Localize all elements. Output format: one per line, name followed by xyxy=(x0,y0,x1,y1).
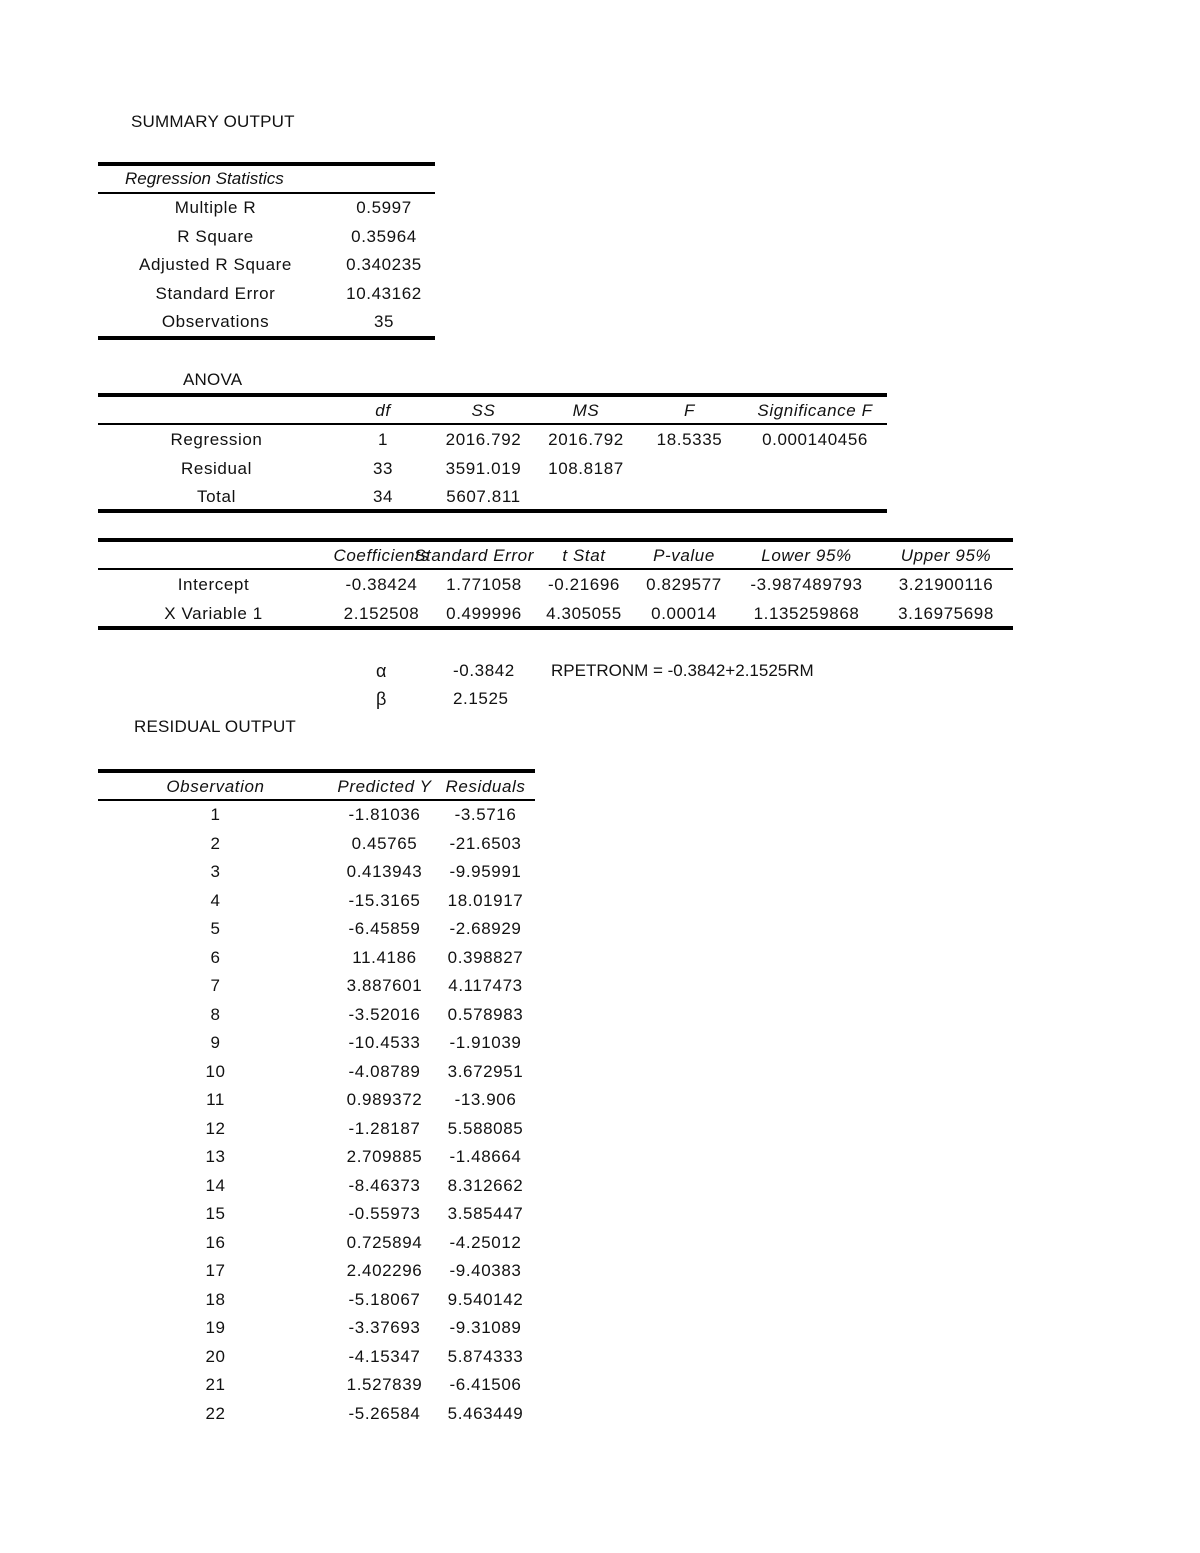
observation-cell: 13 xyxy=(205,1147,226,1167)
alpha-symbol: α xyxy=(376,661,387,681)
observation-cell: 6 xyxy=(210,947,221,967)
table-bottom-rule xyxy=(98,626,1013,630)
observation-cell: 17 xyxy=(205,1261,226,1281)
column-header: F xyxy=(684,401,695,421)
anova-title: ANOVA xyxy=(183,370,243,389)
stat-label: Adjusted R Square xyxy=(139,255,292,275)
standard-error-cell: 1.771058 xyxy=(446,575,522,595)
table-header-row xyxy=(98,397,887,426)
predicted-y-cell: 1.527839 xyxy=(346,1375,423,1395)
column-header: Upper 95% xyxy=(900,546,992,566)
df-cell: 33 xyxy=(372,458,394,478)
stat-value: 35 xyxy=(373,312,395,332)
residual-cell: 3.672951 xyxy=(447,1061,524,1081)
residual-cell: 8.312662 xyxy=(447,1175,524,1195)
regression-equation: RPETRONM = -0.3842+2.1525RM xyxy=(551,661,814,680)
column-header: MS xyxy=(572,401,600,421)
predicted-y-cell: -3.37693 xyxy=(348,1318,421,1338)
predicted-y-cell: 2.402296 xyxy=(346,1261,423,1281)
stat-value: 0.35964 xyxy=(351,226,417,246)
residual-cell: -21.6503 xyxy=(449,833,522,853)
observation-cell: 11 xyxy=(206,1090,225,1110)
standard-error-cell: 0.499996 xyxy=(446,603,522,623)
stat-label: Multiple R xyxy=(174,198,257,218)
table-row xyxy=(98,483,887,512)
residual-cell: -13.906 xyxy=(454,1090,517,1110)
residual-cell: -4.25012 xyxy=(449,1232,522,1252)
residual-cell: -1.48664 xyxy=(449,1147,522,1167)
residual-output-title: RESIDUAL OUTPUT xyxy=(134,717,297,736)
stat-label: R Square xyxy=(177,226,254,246)
f-cell: 18.5335 xyxy=(656,430,723,450)
column-header: Residuals xyxy=(445,777,526,797)
predicted-y-cell: 0.45765 xyxy=(351,833,418,853)
table-row xyxy=(98,308,435,337)
observation-cell: 15 xyxy=(205,1204,226,1224)
table-bottom-rule xyxy=(98,509,887,513)
table-row xyxy=(98,972,535,1001)
observation-cell: 1 xyxy=(210,805,221,825)
residual-cell: -2.68929 xyxy=(449,919,522,939)
table-row xyxy=(98,1400,535,1429)
table-row xyxy=(98,1029,535,1058)
f-cell xyxy=(636,455,743,484)
predicted-y-cell: -5.18067 xyxy=(348,1289,421,1309)
predicted-y-cell: -1.81036 xyxy=(348,805,421,825)
row-label: X Variable 1 xyxy=(164,603,263,623)
beta-symbol: β xyxy=(376,689,387,709)
ms-cell xyxy=(536,483,636,512)
predicted-y-cell: 11.4186 xyxy=(352,947,417,967)
significance-cell: 0.000140456 xyxy=(762,430,868,450)
table-row xyxy=(98,801,535,830)
observation-cell: 16 xyxy=(205,1232,226,1252)
predicted-y-cell: -1.28187 xyxy=(348,1118,421,1138)
table-row xyxy=(98,455,887,484)
table-row xyxy=(98,1172,535,1201)
table-row xyxy=(98,1200,535,1229)
table-row xyxy=(98,1115,535,1144)
observation-cell: 14 xyxy=(205,1175,226,1195)
predicted-y-cell: -0.55973 xyxy=(348,1204,421,1224)
table-row xyxy=(98,858,535,887)
residual-cell: 3.585447 xyxy=(447,1204,524,1224)
table-row xyxy=(98,830,535,859)
table-row xyxy=(98,571,1013,600)
table-header-rule xyxy=(98,568,1013,570)
f-cell xyxy=(636,483,743,512)
predicted-y-cell: 0.725894 xyxy=(346,1232,423,1252)
predicted-y-cell: -4.15347 xyxy=(348,1346,421,1366)
observation-cell: 4 xyxy=(210,890,221,910)
summary-title: SUMMARY OUTPUT xyxy=(131,112,295,131)
observation-cell: 7 xyxy=(210,976,221,996)
upper-95-cell: 3.21900116 xyxy=(898,575,994,595)
column-header: P-value xyxy=(653,546,715,566)
residual-cell: -1.91039 xyxy=(449,1033,522,1053)
observation-cell: 18 xyxy=(205,1289,226,1309)
table-row xyxy=(98,1086,535,1115)
table-header-row xyxy=(98,542,1013,571)
table-header-row xyxy=(98,773,535,802)
predicted-y-cell: 2.709885 xyxy=(346,1147,423,1167)
table-row xyxy=(98,915,535,944)
table-row xyxy=(98,280,435,309)
table-top-rule xyxy=(98,162,435,166)
significance-cell xyxy=(743,483,887,512)
anova-body xyxy=(98,426,887,512)
table-row xyxy=(98,1343,535,1372)
stat-label: Observations xyxy=(161,312,270,332)
regression-statistics-table xyxy=(98,194,435,337)
table-header-rule xyxy=(98,423,887,425)
table-row xyxy=(98,1314,535,1343)
p-value-cell: 0.00014 xyxy=(651,603,717,623)
residual-cell: 0.578983 xyxy=(447,1004,524,1024)
predicted-y-cell: -15.3165 xyxy=(348,890,421,910)
table-row xyxy=(98,1229,535,1258)
residual-cell: -9.95991 xyxy=(449,862,522,882)
residual-header xyxy=(98,773,535,802)
predicted-y-cell: -3.52016 xyxy=(348,1004,421,1024)
coefficient-cell: -0.38424 xyxy=(345,575,418,595)
table-row xyxy=(98,1058,535,1087)
significance-cell xyxy=(743,455,887,484)
predicted-y-cell: -6.45859 xyxy=(348,919,421,939)
coefficients-header xyxy=(98,542,1013,571)
ms-cell: 2016.792 xyxy=(548,430,624,450)
ss-cell: 2016.792 xyxy=(445,430,522,450)
column-header: Significance F xyxy=(757,401,873,421)
observation-cell: 3 xyxy=(210,862,221,882)
table-row xyxy=(98,1371,535,1400)
predicted-y-cell: 3.887601 xyxy=(346,976,423,996)
t-stat-cell: 4.305055 xyxy=(546,603,622,623)
column-header: t Stat xyxy=(562,546,606,566)
observation-cell: 19 xyxy=(205,1318,226,1338)
table-bottom-rule xyxy=(98,336,435,340)
row-label: Intercept xyxy=(177,575,250,595)
row-label: Residual xyxy=(181,458,252,478)
predicted-y-cell: -8.46373 xyxy=(348,1175,421,1195)
regression-statistics-header: Regression Statistics xyxy=(125,169,284,188)
observation-cell: 8 xyxy=(210,1004,221,1024)
predicted-y-cell: -10.4533 xyxy=(348,1033,421,1053)
ss-cell: 3591.019 xyxy=(445,458,522,478)
observation-cell: 12 xyxy=(205,1118,226,1138)
column-header: Standard Error xyxy=(414,546,534,566)
stat-value: 0.340235 xyxy=(346,255,422,275)
lower-95-cell: 1.135259868 xyxy=(753,603,860,623)
residual-cell: 0.398827 xyxy=(447,947,524,967)
table-row xyxy=(98,600,1013,629)
predicted-y-cell: 0.989372 xyxy=(346,1090,423,1110)
residual-cell: -3.5716 xyxy=(454,805,517,825)
observation-cell: 10 xyxy=(205,1061,226,1081)
upper-95-cell: 3.16975698 xyxy=(898,603,994,623)
table-row xyxy=(98,426,887,455)
t-stat-cell: -0.21696 xyxy=(548,575,620,595)
table-row xyxy=(98,944,535,973)
row-label: Regression xyxy=(170,430,263,450)
residual-table xyxy=(98,801,535,1428)
lower-95-cell: -3.987489793 xyxy=(750,575,863,595)
coefficients-table xyxy=(98,571,1013,628)
observation-cell: 22 xyxy=(205,1403,226,1423)
residual-cell: 5.588085 xyxy=(447,1118,524,1138)
beta-value: 2.1525 xyxy=(453,689,509,708)
stat-value: 0.5997 xyxy=(356,198,412,218)
coefficient-cell: 2.152508 xyxy=(343,603,420,623)
residual-cell: -9.40383 xyxy=(449,1261,522,1281)
residual-cell: -6.41506 xyxy=(449,1375,522,1395)
observation-cell: 9 xyxy=(210,1033,221,1053)
df-cell: 1 xyxy=(377,430,389,450)
column-header: Coefficients xyxy=(333,546,430,566)
observation-cell: 2 xyxy=(210,833,221,853)
ms-cell: 108.8187 xyxy=(548,458,624,478)
stat-label: Standard Error xyxy=(155,283,276,303)
column-header: Lower 95% xyxy=(761,546,852,566)
observation-cell: 5 xyxy=(210,919,221,939)
table-row xyxy=(98,1143,535,1172)
predicted-y-cell: 0.413943 xyxy=(346,862,423,882)
p-value-cell: 0.829577 xyxy=(646,575,722,595)
residual-cell: 5.463449 xyxy=(447,1403,524,1423)
observation-cell: 20 xyxy=(205,1346,226,1366)
residual-cell: 4.117473 xyxy=(448,976,523,996)
observation-cell: 21 xyxy=(205,1375,226,1395)
stat-value: 10.43162 xyxy=(346,283,422,303)
table-row xyxy=(98,1001,535,1030)
residual-cell: 9.540142 xyxy=(447,1289,524,1309)
alpha-value: -0.3842 xyxy=(453,661,515,680)
predicted-y-cell: -4.08789 xyxy=(348,1061,421,1081)
column-header: SS xyxy=(471,401,496,421)
table-row xyxy=(98,887,535,916)
residual-cell: 5.874333 xyxy=(447,1346,524,1366)
column-header: Observation xyxy=(166,777,265,797)
table-row xyxy=(98,251,435,280)
residual-cell: 18.01917 xyxy=(447,890,524,910)
table-row xyxy=(98,1286,535,1315)
df-cell: 34 xyxy=(372,487,394,507)
anova-table xyxy=(98,397,887,426)
predicted-y-cell: -5.26584 xyxy=(348,1403,421,1423)
ss-cell: 5607.811 xyxy=(446,487,521,507)
residual-cell: -9.31089 xyxy=(449,1318,522,1338)
table-row xyxy=(98,223,435,252)
table-row xyxy=(98,1257,535,1286)
column-header: Predicted Y xyxy=(337,777,432,797)
column-header: df xyxy=(375,401,391,421)
row-label: Total xyxy=(197,487,236,507)
table-row xyxy=(98,194,435,223)
